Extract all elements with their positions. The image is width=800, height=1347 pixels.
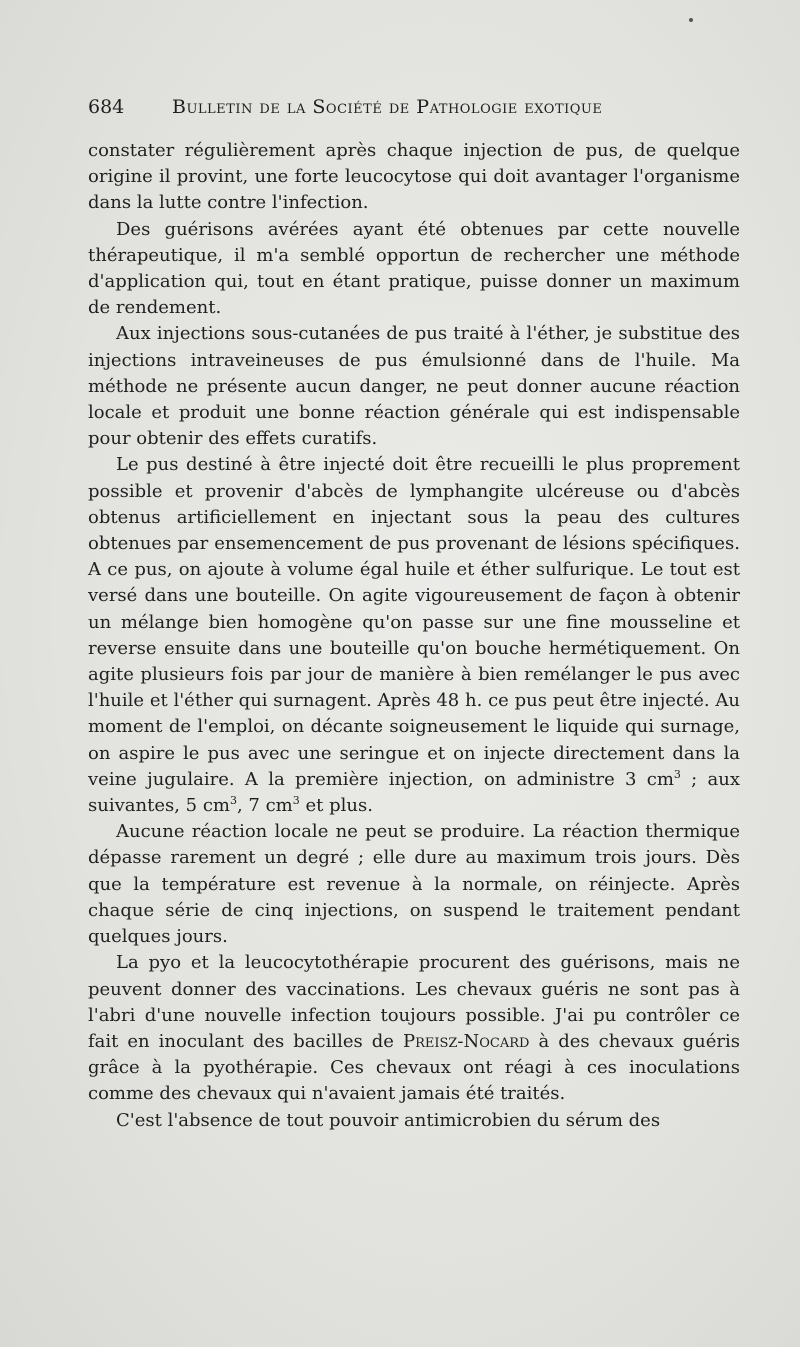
running-title: Bulletin de la Société de Pathologie exotique	[172, 96, 603, 118]
speck-mark	[689, 18, 693, 22]
paragraph: Des guérisons avérées ayant été obtenues par cette nouvelle thérapeutique, il m'a semblé opportun de rechercher une méthode d'application qui, tout en étant pratique, puisse donner un maximum de rendement.	[88, 218, 740, 319]
running-header	[88, 92, 648, 122]
paragraph-vaccination	[88, 950, 740, 1107]
paragraph: Aux injections sous-cutanées de pus traité à l'éther, je substitue des injections intraveineuses de pus émulsionné dans de l'huile. Ma méthode ne présente aucun danger, ne peut donner aucune réaction locale et produit une bonne réaction générale qui est indispensable pour obtenir des effets curatifs.	[88, 323, 740, 450]
superscript: 3	[292, 794, 300, 808]
text-run: Le pus destiné à être injecté doit être recueilli le plus proprement possible et provenir d'abcès de lymphangite ulcéreuse ou d'abcès obtenus artificiellement en injectant sous la peau des cultures obtenues par ensemencement de pus provenant de lésions spécifiques. A ce pus, on ajoute à volume égal huile et éther sulfurique. Le tout est versé dans une bouteille. On agite vigoureusement de façon à obtenir un mélange bien homogène qu'on passe sur une fine mousseline et reverse ensuite dans une bouteille qu'on bouche hermétiquement. On agite plusieurs fois par jour de manière à bien remélanger le pus avec l'huile et l'éther qui surnagent. Après 48 h. ce pus peut être injecté. Au moment de l'emploi, on décante soigneusement le liquide qui surnage, on aspire le pus avec une seringue et on injecte directement dans la veine jugulaire. A la première injection, on administre 3 cm	[88, 454, 740, 790]
page-number: 684	[88, 96, 125, 118]
paragraph-continuation: constater régulièrement après chaque injection de pus, de quelque origine il provint, une forte leucocytose qui doit avantager l'organisme dans la lutte contre l'infection.	[88, 140, 740, 214]
superscript: 3	[673, 767, 681, 781]
text-run: La pyo et la leucocytothérapie procurent des guérisons, mais ne peuvent donner des vaccinations. Les chevaux guéris ne sont pas à l'abri d'une nouvelle infection toujours possible. J'ai pu contrôler ce fait en inoculant des bacilles de	[88, 952, 740, 1052]
paragraph-final: C'est l'absence de tout pouvoir antimicrobien du sérum des	[116, 1109, 661, 1131]
text-run: ; aux suivantes, 5 cm	[88, 768, 740, 817]
text-run: et plus.	[299, 795, 373, 817]
author-name: Preisz-Nocard	[402, 1030, 530, 1052]
text-run: à des chevaux guéris grâce à la pyothérapie. Ces chevaux ont réagi à ces inoculations comme des chevaux qui n'avaient jamais été traités.	[88, 1030, 740, 1105]
paragraph: Aucune réaction locale ne peut se produire. La réaction thermique dépasse rarement un degré ; elle dure au maximum trois jours. Dès que la température est revenue à la normale, on réinjecte. Après chaque série de cinq injections, on suspend le traitement pendant quelques jours.	[88, 821, 740, 948]
superscript: 3	[229, 794, 237, 808]
paragraph-method	[88, 452, 740, 819]
text-run: , 7 cm	[236, 795, 293, 817]
body-text	[88, 138, 740, 1134]
